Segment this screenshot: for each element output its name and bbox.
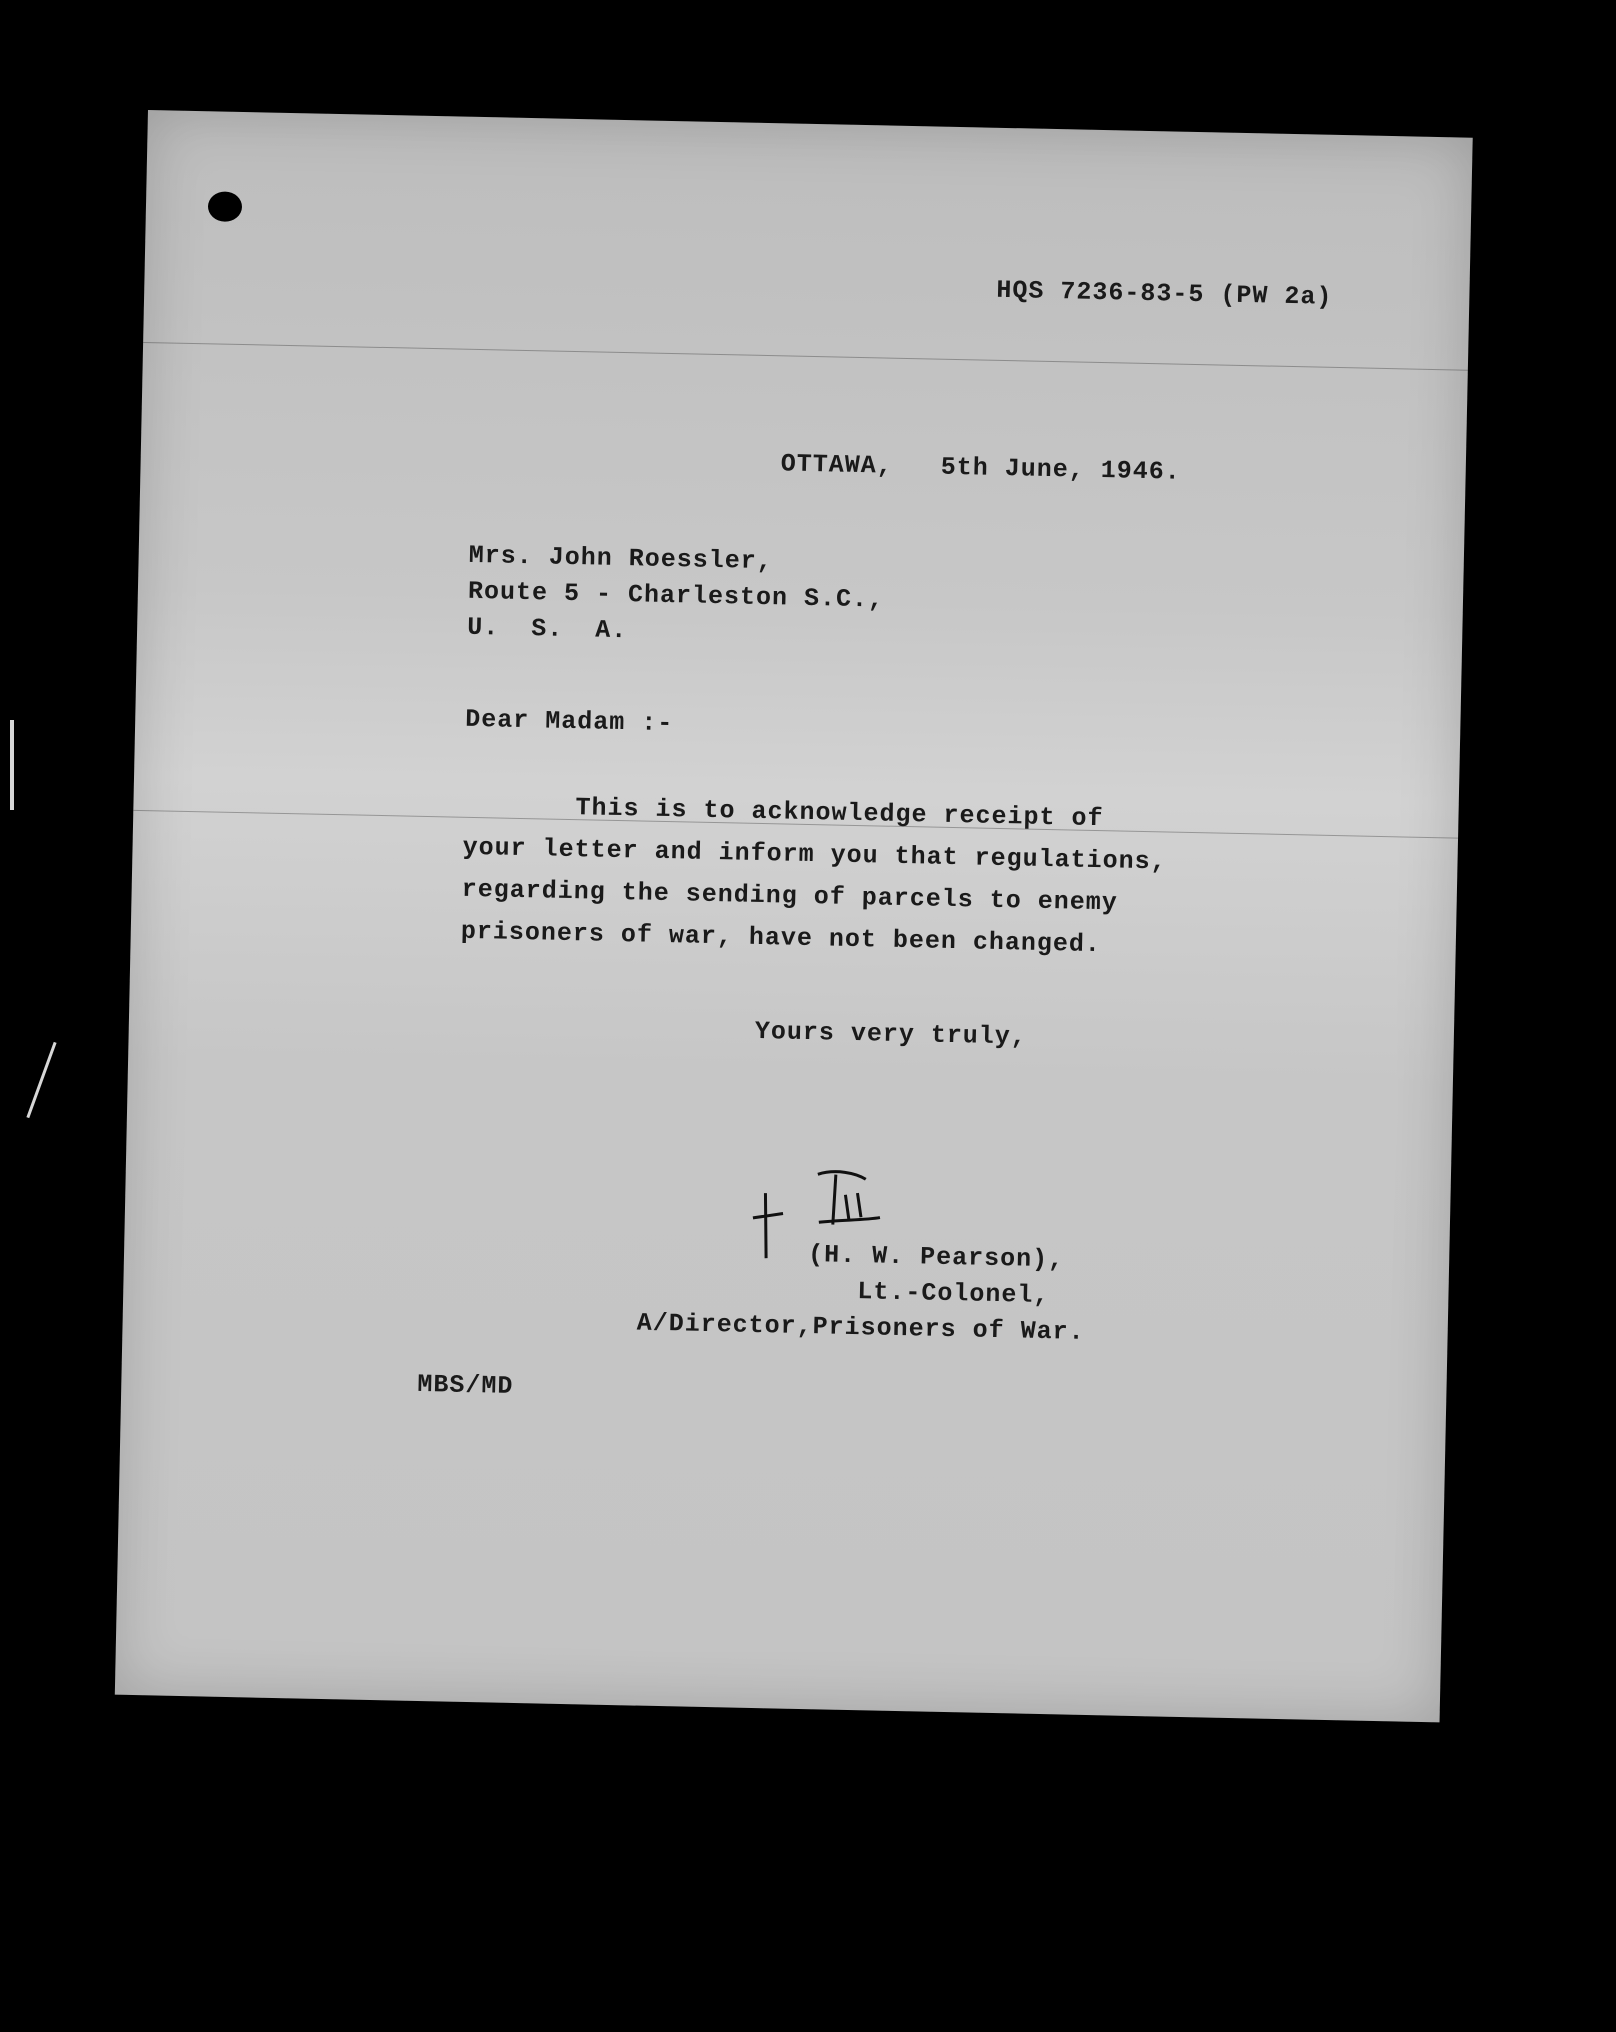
recipient-name: Mrs. John Roessler, (468, 540, 774, 577)
salutation: Dear Madam :- (465, 704, 674, 739)
punch-hole (208, 191, 243, 222)
signatory-title: A/Director,Prisoners of War. (636, 1308, 1085, 1347)
body-line: This is to acknowledge receipt of (575, 793, 1104, 834)
file-reference: HQS 7236-83-5 (PW 2a) (996, 275, 1333, 312)
body-line: your letter and inform you that regulations, (462, 832, 1167, 877)
recipient-address: Route 5 - Charleston S.C., (467, 576, 885, 615)
signatory-rank: Lt.-Colonel, (857, 1277, 1050, 1311)
body-line: prisoners of war, have not been changed. (460, 916, 1102, 960)
recipient-country: U. S. A. (466, 612, 628, 646)
fold-line (143, 342, 1468, 371)
film-edge-mark (10, 720, 14, 810)
signatory-name: (H. W. Pearson), (807, 1240, 1065, 1275)
body-line: regarding the sending of parcels to enemy (461, 874, 1119, 918)
letter-page (115, 110, 1473, 1722)
dateline: OTTAWA, 5th June, 1946. (780, 449, 1182, 487)
closing: Yours very truly, (754, 1016, 1028, 1052)
typist-initials: MBS/MD (417, 1369, 514, 1401)
film-edge-mark (26, 1042, 56, 1118)
